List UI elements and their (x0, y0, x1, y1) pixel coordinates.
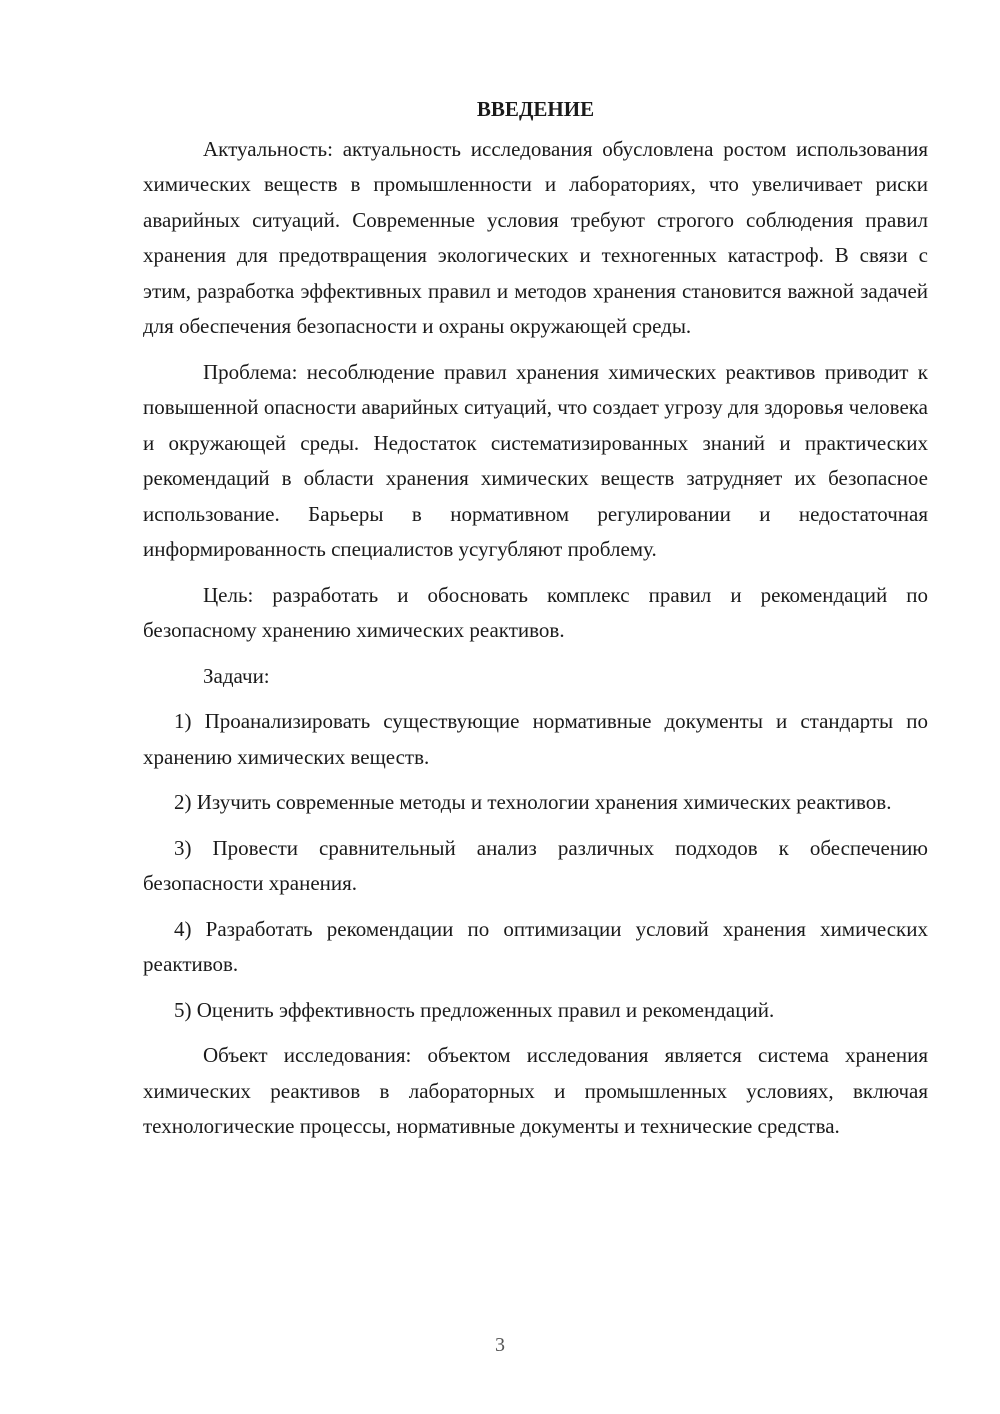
section-heading: ВВЕДЕНИЕ (476, 97, 595, 121)
goal-paragraph: Цель: разработать и обосновать комплекс правил и рекомендаций по безопасному хранению химических реактивов. (143, 582, 928, 642)
relevance-paragraph: Актуальность: актуальность исследования обусловлена ростом использования химических веществ в промышленности и лабораториях, что увеличивает риски аварийных ситуаций. Современные условия требуют строгого соблюдения правил хранения для предотвращения экологических и техногенных катастроф. В связи с этим, разработка эффективных правил и методов хранения становится важной задачей для обеспечения безопасности и охраны окружающей среды. (143, 136, 928, 338)
object-paragraph: Объект исследования: объектом исследования является система хранения химических реактивов в лабораторных и промышленных условиях, включая технологические процессы, нормативные документы и технические средства. (143, 1043, 928, 1138)
problem-paragraph: Проблема: несоблюдение правил хранения химических реактивов приводит к повышенной опасности аварийных ситуаций, что создает угрозу для здоровья человека и окружающей среды. Недостаток систематизированных знаний и практических рекомендаций в области хранения химических веществ затрудняет их безопасное использование. Барьеры в нормативном регулировании и недостаточная информированность специалистов усугубляют проблему. (143, 359, 928, 561)
task-item-2: 2) Изучить современные методы и технологии хранения химических реактивов. (174, 790, 892, 814)
task-item-1: 1) Проанализировать существующие нормативные документы и стандарты по хранению химических веществ. (143, 709, 928, 769)
page-content (143, 92, 928, 1155)
task-item-4: 4) Разработать рекомендации по оптимизации условий хранения химических реактивов. (143, 916, 928, 976)
task-item-5: 5) Оценить эффективность предложенных правил и рекомендаций. (174, 997, 775, 1022)
tasks-label: Задачи: (203, 663, 270, 688)
page-number: 3 (495, 1334, 505, 1356)
task-item-3: 3) Провести сравнительный анализ различных подходов к обеспечению безопасности хранения. (143, 835, 928, 895)
